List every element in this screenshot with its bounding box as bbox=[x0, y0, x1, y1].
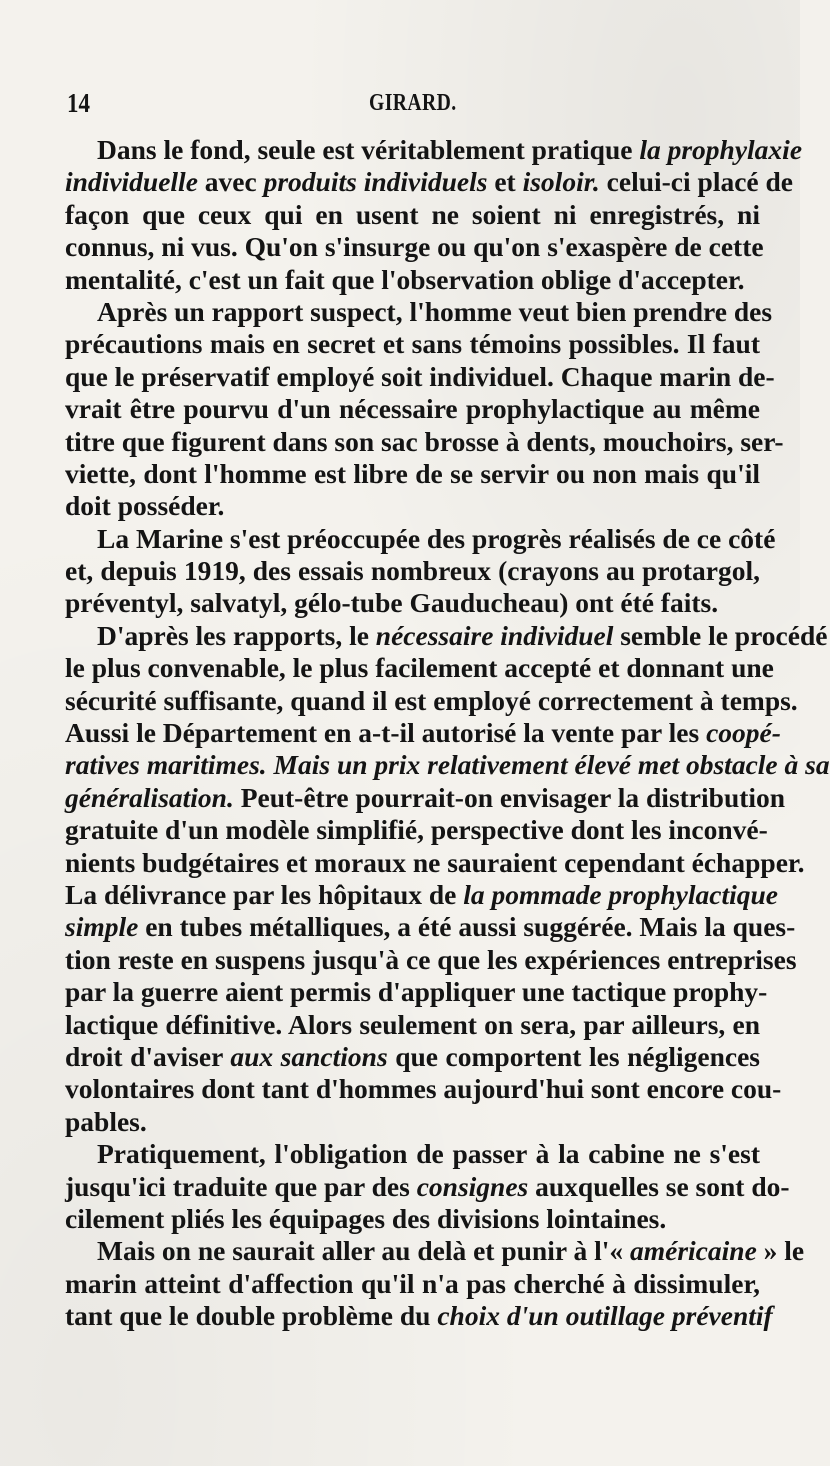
text-line bbox=[65, 134, 803, 166]
text-line bbox=[65, 393, 760, 425]
text-line bbox=[65, 1138, 760, 1170]
italic-text: produits individuels bbox=[263, 166, 488, 198]
text-run: Dans le fond, seule est véritablement pratique bbox=[97, 134, 640, 165]
text-run: que le préservatif employé soit individuel. Chaque marin de- bbox=[65, 360, 775, 392]
text-run: avec bbox=[197, 166, 264, 198]
text-line bbox=[65, 1300, 773, 1332]
page-number: 14 bbox=[67, 88, 90, 118]
text-run: La délivrance par les hôpitaux de bbox=[65, 878, 464, 910]
text-run: préventyl, salvatyl, gélo-tube Gauducheau) ont été faits. bbox=[65, 587, 719, 619]
text-line bbox=[65, 425, 784, 458]
italic-text: simple bbox=[65, 911, 139, 943]
text-run: viette, dont l'homme est libre de se servir ou non mais qu'il bbox=[65, 457, 760, 489]
text-run: D'après les rapports, le bbox=[97, 619, 376, 651]
text-line bbox=[65, 652, 774, 684]
italic-text: généralisation. bbox=[65, 781, 234, 813]
text-line bbox=[65, 1073, 782, 1105]
italic-text: nécessaire individuel bbox=[375, 619, 614, 651]
text-line bbox=[65, 717, 781, 749]
text-run: volontaires dont tant d'hommes aujourd'hui sont encore cou- bbox=[65, 1073, 782, 1105]
italic-text: coopé- bbox=[706, 717, 781, 749]
text-run: La Marine s'est préoccupée des progrès réalisés de ce côté bbox=[97, 522, 776, 554]
text-line bbox=[65, 1235, 805, 1267]
page-header bbox=[67, 88, 760, 124]
text-run: » le bbox=[756, 1235, 805, 1267]
text-run: Mais on ne saurait aller au delà et punir à l'« bbox=[97, 1235, 630, 1267]
text-run: que comportent les négligences bbox=[387, 1040, 760, 1072]
text-line bbox=[65, 781, 786, 814]
text-run: précautions mais en secret et sans témoins possibles. Il faut bbox=[65, 328, 760, 360]
text-line bbox=[65, 490, 760, 522]
text-line bbox=[65, 684, 798, 717]
text-run: celui-ci placé de bbox=[599, 166, 793, 198]
italic-text: la pommade prophylactique bbox=[463, 878, 778, 910]
text-run: Pratiquement, l'obligation de passer à la cabine ne s'est bbox=[97, 1138, 760, 1170]
text-line bbox=[65, 846, 805, 879]
text-line bbox=[65, 231, 764, 263]
text-line bbox=[65, 1203, 760, 1235]
text-run: lactique définitive. Alors seulement on sera, par ailleurs, en bbox=[65, 1008, 760, 1040]
text-line bbox=[65, 360, 775, 393]
text-run: Après un rapport suspect, l'homme veut bien prendre des bbox=[97, 295, 773, 327]
text-line bbox=[65, 264, 760, 296]
text-run: Aussi le Département en a-t-il autorisé la vente par les bbox=[65, 717, 707, 749]
italic-text: la prophylaxie bbox=[639, 134, 803, 165]
text-run: doit posséder. bbox=[65, 490, 225, 522]
text-run: cilement pliés les équipages des divisions lointaines. bbox=[65, 1202, 667, 1234]
text-line bbox=[65, 587, 760, 619]
text-run: auxquelles se sont do- bbox=[528, 1170, 790, 1202]
text-run: mentalité, c'est un fait que l'observation oblige d'accepter. bbox=[65, 263, 745, 295]
text-line bbox=[65, 619, 828, 652]
text-line bbox=[65, 749, 830, 781]
text-line bbox=[65, 943, 797, 976]
text-run: droit d'aviser bbox=[65, 1040, 231, 1072]
text-run: et bbox=[487, 166, 523, 198]
text-run: en tubes métalliques, a été aussi suggérée. Mais la ques- bbox=[138, 911, 796, 943]
italic-text: aux sanctions bbox=[230, 1040, 388, 1072]
text-run: sécurité suffisante, quand il est employé correctement à temps. bbox=[65, 684, 798, 716]
body-text bbox=[65, 134, 830, 1332]
text-run: jusqu'ici traduite que par des bbox=[65, 1170, 417, 1202]
text-run: marin atteint d'affection qu'il n'a pas cherché à dissimuler, bbox=[65, 1267, 760, 1299]
text-line bbox=[65, 522, 776, 555]
text-line bbox=[65, 555, 760, 587]
text-line bbox=[65, 328, 760, 360]
text-line bbox=[65, 911, 796, 943]
text-line bbox=[65, 1268, 760, 1300]
text-run: gratuite d'un modèle simplifié, perspective dont les inconvé- bbox=[65, 814, 768, 846]
text-line bbox=[65, 295, 773, 328]
text-run: tant que le double problème du bbox=[65, 1300, 438, 1332]
text-run: par la guerre aient permis d'appliquer une tactique prophy- bbox=[65, 976, 768, 1008]
text-run: semble le procédé bbox=[613, 619, 828, 651]
text-line bbox=[65, 458, 760, 490]
text-line bbox=[65, 1009, 760, 1041]
text-line bbox=[65, 878, 778, 911]
running-head: GIRARD. bbox=[369, 90, 457, 116]
text-line bbox=[65, 1170, 790, 1203]
text-run: pables. bbox=[65, 1105, 147, 1137]
text-run: tion reste en suspens jusqu'à ce que les expériences entreprises bbox=[65, 943, 797, 975]
text-line bbox=[65, 814, 768, 846]
text-run: et, depuis 1919, des essais nombreux (crayons au protargol, bbox=[65, 555, 760, 587]
italic-text: isoloir. bbox=[522, 166, 600, 198]
italic-text: choix d'un outillage préventif bbox=[437, 1300, 773, 1332]
italic-text: consignes bbox=[416, 1170, 529, 1202]
text-line bbox=[65, 1106, 760, 1138]
italic-text: individuelle bbox=[65, 166, 198, 198]
text-run: nients budgétaires et moraux ne sauraient cependant échapper. bbox=[65, 846, 805, 878]
text-line bbox=[65, 1041, 760, 1073]
text-run: connus, ni vus. Qu'on s'insurge ou qu'on s'exaspère de cette bbox=[65, 231, 764, 263]
text-run: titre que figurent dans son sac brosse à dents, mouchoirs, ser- bbox=[65, 425, 784, 457]
text-run: le plus convenable, le plus facilement accepté et donnant une bbox=[65, 652, 774, 684]
text-run: façon que ceux qui en usent ne soient ni enregistrés, ni bbox=[65, 198, 760, 230]
italic-text: américaine bbox=[629, 1235, 757, 1267]
italic-text: ratives maritimes. Mais un prix relativement élevé met obstacle à sa bbox=[65, 749, 830, 781]
text-line bbox=[65, 976, 768, 1008]
text-line bbox=[65, 199, 760, 231]
text-run: Peut-être pourrait-on envisager la distribution bbox=[233, 781, 786, 813]
text-line bbox=[65, 166, 793, 198]
text-run: vrait être pourvu d'un nécessaire prophylactique au même bbox=[65, 393, 760, 425]
